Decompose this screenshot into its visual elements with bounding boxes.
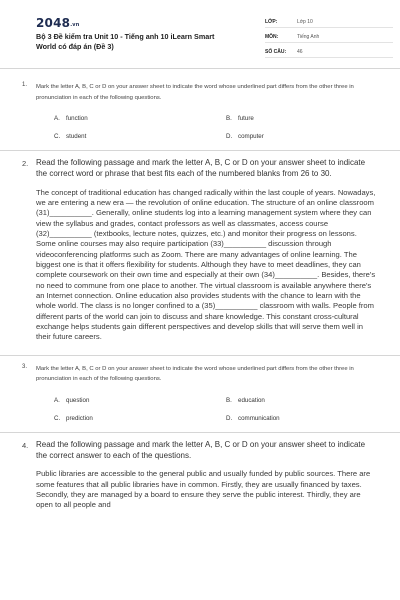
meta-value: Tiếng Anh (297, 33, 320, 40)
answer-options (54, 397, 376, 422)
question-4 (14, 440, 386, 511)
question-number: 1. (22, 82, 28, 88)
divider (0, 150, 400, 151)
divider (0, 355, 400, 356)
option-letter: C. (54, 414, 61, 422)
option-text: question (66, 396, 90, 404)
question-prompt: Mark the letter A, B, C or D on your answer sheet to indicate the word whose underlined part differs from the other three in pronunciation in each of the following questions. (36, 84, 354, 101)
meta-row-subject (265, 31, 393, 43)
option-d[interactable] (226, 133, 376, 140)
option-b[interactable] (226, 115, 376, 122)
option-c[interactable] (54, 133, 226, 140)
question-3 (14, 364, 386, 422)
logo-suffix: .vn (70, 22, 80, 28)
question-number: 4. (22, 440, 29, 450)
option-a[interactable] (54, 397, 226, 404)
option-text: prediction (66, 414, 93, 422)
document-meta (265, 16, 393, 61)
meta-row-question-count (265, 46, 393, 58)
logo-text: 2048 (36, 16, 71, 30)
option-text: function (66, 115, 88, 122)
document-title: Bộ 3 Đề kiểm tra Unit 10 - Tiếng anh 10 iLearn Smart World có đáp án (Đề 3) (36, 32, 215, 51)
question-1 (14, 82, 386, 140)
meta-label: SỐ CÂU: (265, 48, 287, 55)
question-2 (14, 158, 386, 343)
option-text: communication (238, 414, 280, 422)
reading-passage: Public libraries are accessible to the general public and usually funded by public sources. There are some features that all public libraries have in common. Firstly, they are usually financed by taxes. Secondly, they are managed by a board to ensure they serve the public interest. Thirdly, they are open to all people and (36, 469, 371, 510)
option-letter: D. (226, 133, 233, 140)
option-letter: B. (226, 396, 232, 404)
meta-value: Lớp 10 (297, 18, 313, 25)
option-c[interactable] (54, 415, 226, 422)
question-prompt: Read the following passage and mark the letter A, B, C or D on your answer sheet to indicate the correct answer to each of the questions. (36, 439, 366, 460)
option-letter: A. (54, 115, 60, 122)
divider (0, 68, 400, 69)
question-prompt: Read the following passage and mark the letter A, B, C or D on your answer sheet to indicate the correct word or phrase that best fits each of the numbered blanks from 26 to 30. (36, 158, 366, 178)
meta-label: LỚP: (265, 18, 278, 25)
question-number: 3. (22, 363, 28, 370)
option-text: education (238, 396, 265, 404)
option-letter: C. (54, 133, 61, 140)
option-d[interactable] (226, 415, 376, 422)
option-b[interactable] (226, 397, 376, 404)
option-a[interactable] (54, 115, 226, 122)
option-text: student (66, 133, 87, 140)
option-letter: B. (226, 115, 232, 122)
reading-passage: The concept of traditional education has changed radically within the last couple of years. Nowadays, we are entering a new era — the revolution of online education. The structure of an online classroom (31)__________. Generally, online students log into a learning management system where they can view the syllabus and grades, contact professors as well as classmates, access course (32)__________ (textbooks, lecture notes, quizzes, etc.) and monitor their progress on lessons. Some online courses may also require participation (33)__________ discussion through videoconferencing platforms such as Zoom. There are many advantages of online learning. The biggest one is that it offers flexibility for students. Although they have to meet deadlines, they can complete coursework on their own time and especially at their own (34)__________. Besides, there's no need to commune from one place to another. The virtual classroom is available anywhere there's an Internet connection. Online education also provides students with the chance to learn with the whole world. The class is no longer confined to a (35)__________ classroom with walls. People from different parts of the world can join to discuss and share knowledge. This constant cross-cultural exchange helps students gain different perspectives and develop skills that will serve them well in their future careers. (36, 187, 376, 342)
question-number: 2. (22, 159, 29, 168)
meta-row-class (265, 16, 393, 28)
question-prompt: Mark the letter A, B, C or D on your answer sheet to indicate the word whose underlined part differs from the other three in pronunciation in each of the following questions. (36, 365, 354, 383)
meta-label: MÔN: (265, 33, 279, 40)
option-text: computer (238, 133, 264, 140)
option-letter: D. (226, 414, 233, 422)
answer-options (54, 115, 376, 140)
option-letter: A. (54, 396, 60, 404)
divider (0, 432, 400, 433)
meta-value: 46 (297, 48, 303, 55)
option-text: future (238, 115, 254, 122)
site-logo[interactable] (36, 16, 80, 30)
document-header (14, 0, 386, 66)
